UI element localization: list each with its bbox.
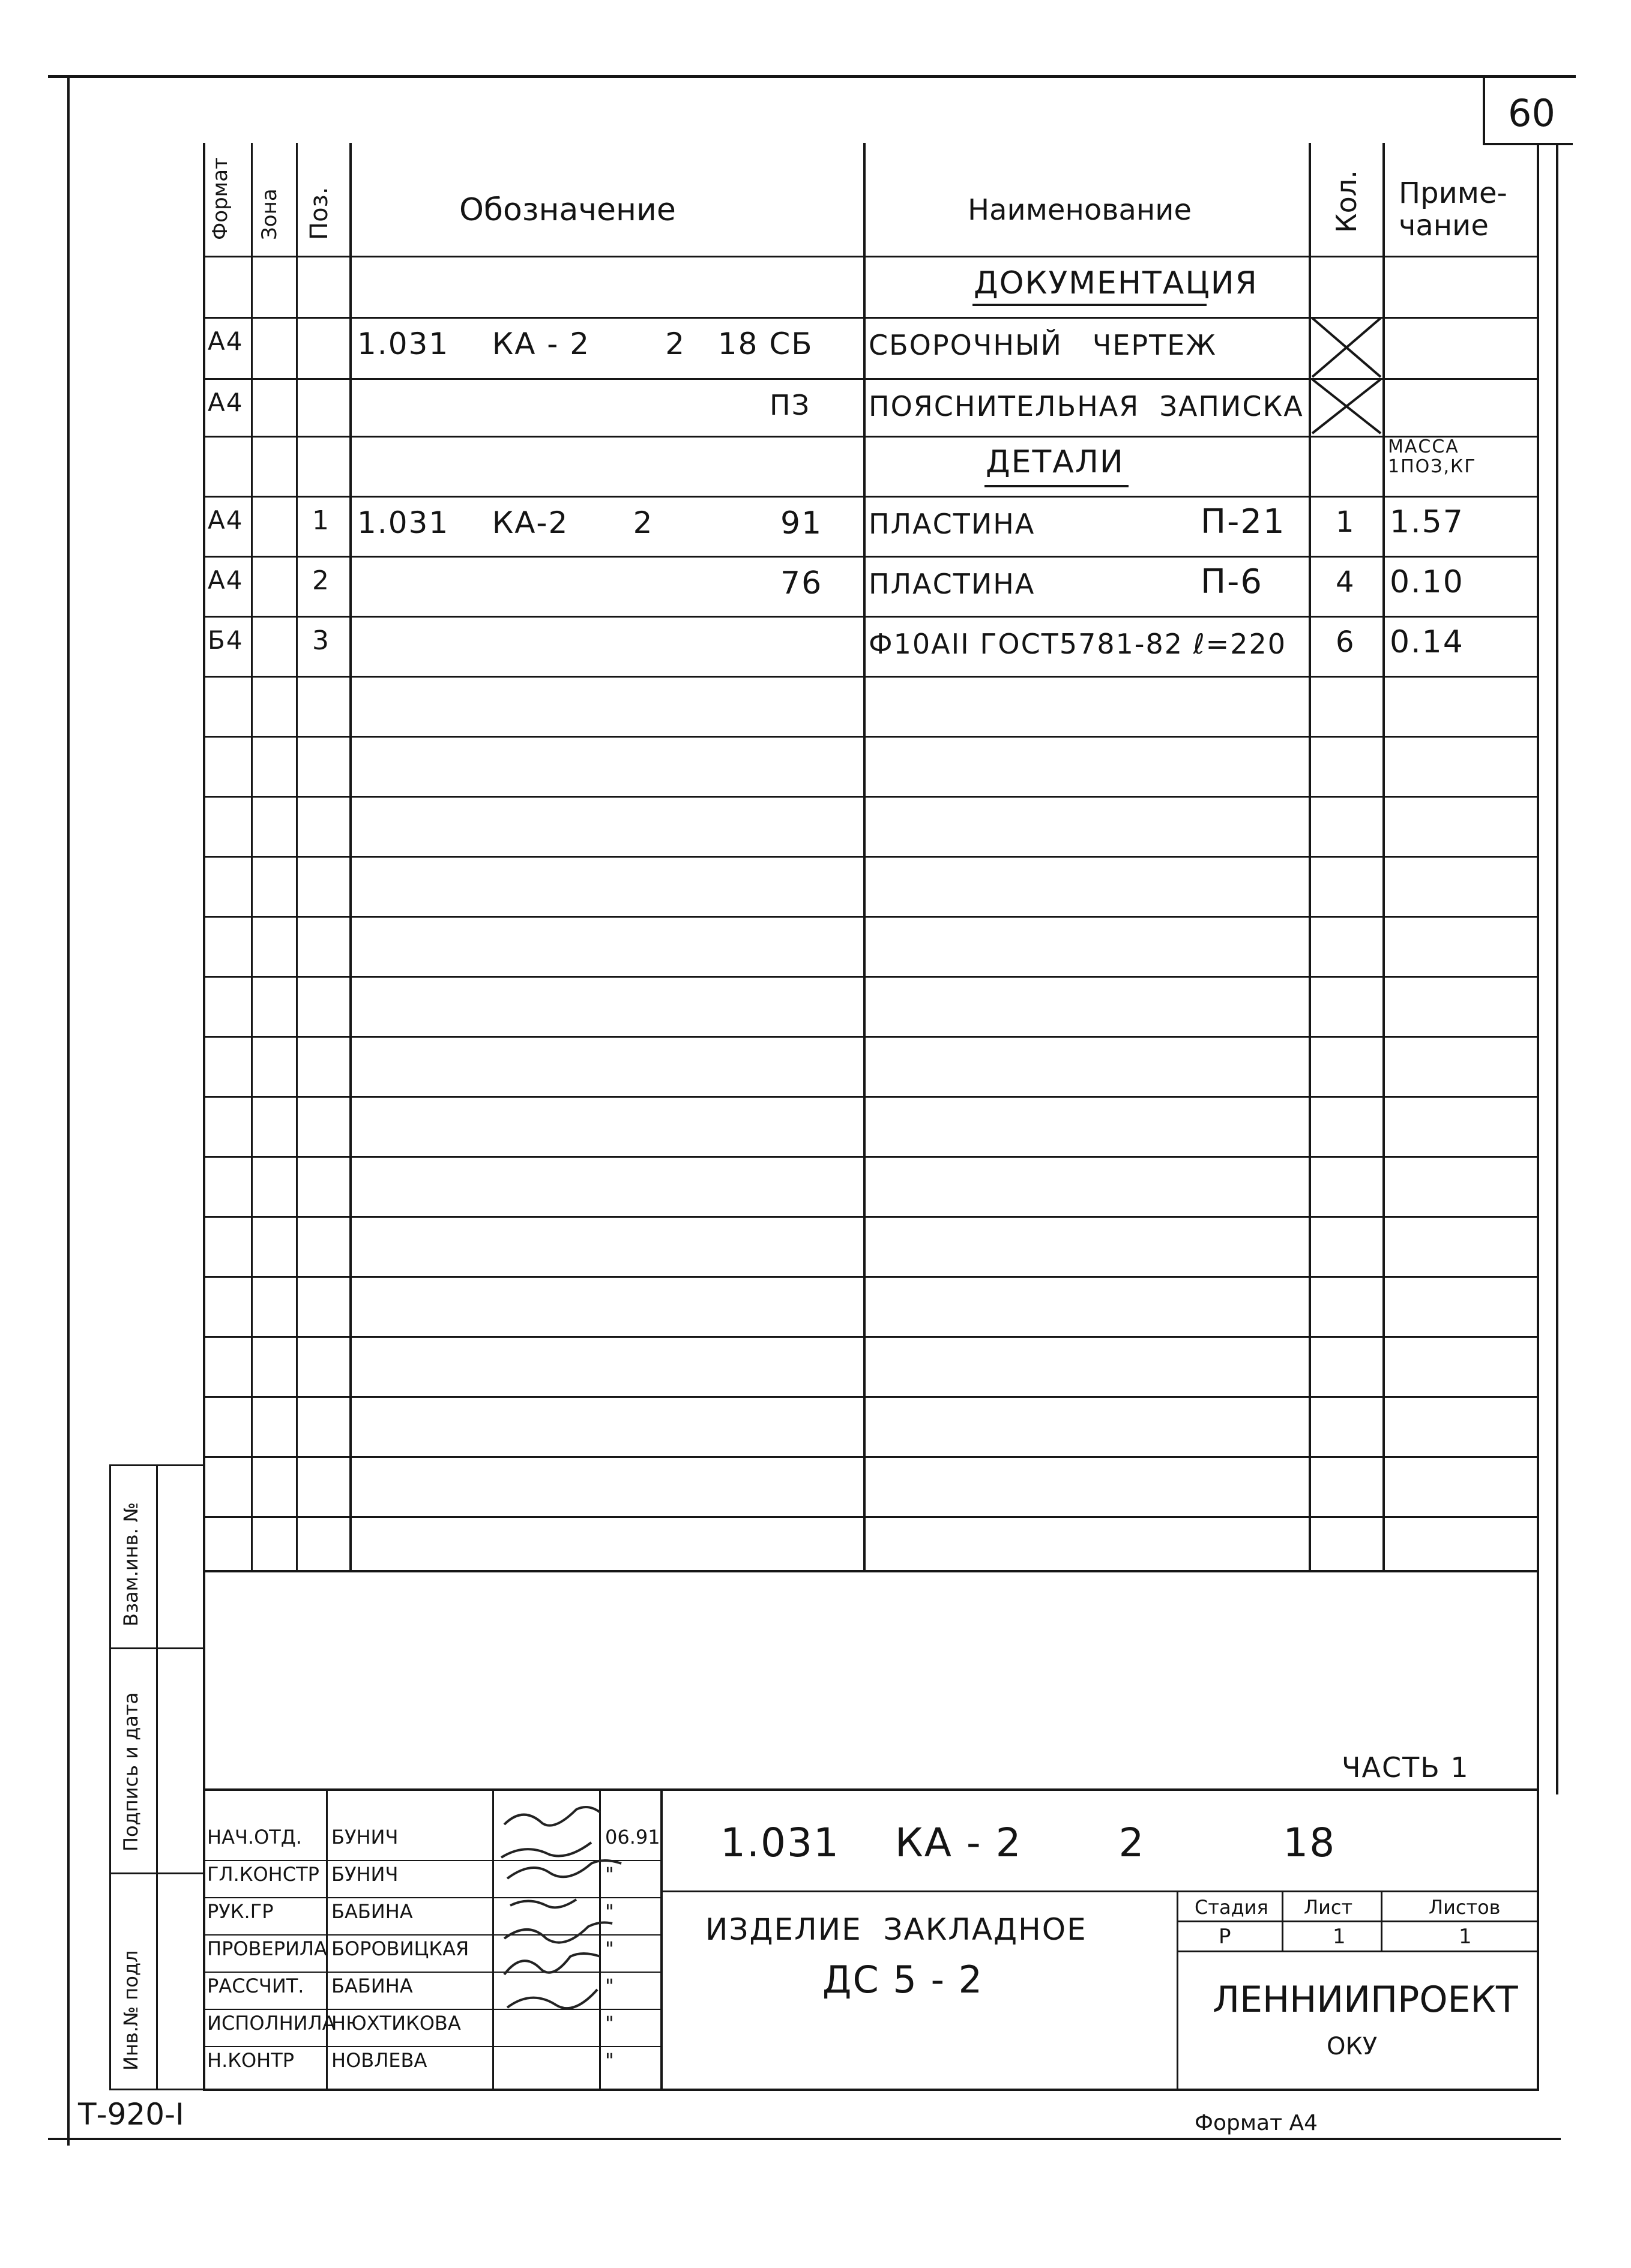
document-code: 1.031 КА - 2 2 18 <box>720 1820 1336 1866</box>
signer-date: " <box>605 2012 614 2035</box>
row-designation-sheet: 91 <box>780 505 823 541</box>
sheets-value: 1 <box>1459 1925 1472 1949</box>
row-note: МАССА 1ПОЗ,КГ <box>1388 436 1477 477</box>
row-qty: 1 <box>1336 505 1355 539</box>
row-name: СБОРОЧНЫЙ ЧЕРТЕЖ <box>869 329 1217 361</box>
signer-date: " <box>605 1937 614 1960</box>
row-format: А4 <box>208 326 244 356</box>
row-designation: 1.031 КА - 2 2 18 СБ <box>357 326 813 361</box>
row-pos: 1 <box>312 505 330 536</box>
row-format: А4 <box>208 505 244 535</box>
row-name: ПЛАСТИНА <box>869 568 1036 600</box>
row-name: ПЛАСТИНА <box>869 508 1036 540</box>
item-title: ИЗДЕЛИЕ ЗАКЛАДНОЕ <box>705 1912 1087 1947</box>
row-name: ПОЯСНИТЕЛЬНАЯ ЗАПИСКА <box>869 390 1304 423</box>
row-name-mark: П-21 <box>1201 502 1286 541</box>
side-label-inv: Инв.№ подл <box>119 1950 142 2071</box>
department: ОКУ <box>1327 2033 1378 2060</box>
row-name: Ф10АII ГОСТ5781-82 ℓ=220 <box>869 628 1286 660</box>
part-label: ЧАСТЬ 1 <box>1342 1751 1470 1784</box>
header-zone: Зона <box>258 188 282 240</box>
stage-label: Стадия <box>1195 1896 1268 1919</box>
signer-date: " <box>605 1900 614 1923</box>
organization: ЛЕННИИПРОЕКТ <box>1213 1979 1518 2021</box>
row-note: 1.57 <box>1390 504 1464 540</box>
signer-role: РУК.ГР <box>207 1900 274 1923</box>
header-note-1: Приме- <box>1399 176 1507 210</box>
header-designation: Обозначение <box>459 192 676 228</box>
header-note-2: чание <box>1399 209 1489 242</box>
item-mark: ДС 5 - 2 <box>822 1958 984 2002</box>
signer-role: НАЧ.ОТД. <box>207 1826 302 1848</box>
signer-date: " <box>605 1975 614 1997</box>
page-number: 60 <box>1508 91 1555 135</box>
signer-name: БАБИНА <box>331 1900 413 1923</box>
signer-role: РАССЧИТ. <box>207 1975 304 1997</box>
header-qty: Кол. <box>1330 170 1363 233</box>
signer-role: Н.КОНТР <box>207 2049 295 2072</box>
row-section-heading: ДОКУМЕНТАЦИЯ <box>974 265 1258 301</box>
stage-value: Р <box>1219 1925 1231 1949</box>
signer-date: " <box>605 1863 614 1886</box>
signer-name: БУНИЧ <box>331 1863 399 1886</box>
header-pos: Поз. <box>306 187 333 240</box>
row-designation-sheet: 76 <box>780 565 823 601</box>
signer-name: НОВЛЕВА <box>331 2049 427 2072</box>
header-format: Формат <box>208 157 232 240</box>
row-name-mark: П-6 <box>1201 562 1263 601</box>
row-designation: ПЗ <box>770 389 811 421</box>
signer-name: БОРОВИЦКАЯ <box>331 1937 469 1960</box>
footer-format: Формат А4 <box>1195 2111 1318 2135</box>
side-label-podpis: Подпись и дата <box>119 1692 142 1851</box>
signer-date: " <box>605 2049 614 2072</box>
signer-name: НЮХТИКОВА <box>331 2012 461 2035</box>
header-name: Наименование <box>968 193 1192 227</box>
signer-role: ИСПОЛНИЛА <box>207 2012 336 2035</box>
footer-code: Т-920-I <box>78 2097 184 2132</box>
signer-name: БАБИНА <box>331 1975 413 1997</box>
row-format: А4 <box>208 388 244 417</box>
sheet-label: Лист <box>1304 1896 1353 1919</box>
signer-name: БУНИЧ <box>331 1826 399 1848</box>
row-qty: 6 <box>1336 625 1355 659</box>
signer-role: ГЛ.КОНСТР <box>207 1863 319 1886</box>
row-format: А4 <box>208 565 244 595</box>
sheets-label: Листов <box>1429 1896 1501 1919</box>
sheet-value: 1 <box>1333 1925 1346 1949</box>
signer-date: 06.91 <box>605 1826 660 1848</box>
row-note: 0.10 <box>1390 564 1464 600</box>
row-note: 0.14 <box>1390 624 1464 660</box>
row-qty: 4 <box>1336 565 1355 599</box>
signer-role: ПРОВЕРИЛА <box>207 1937 327 1960</box>
row-format: Б4 <box>208 625 244 655</box>
row-section-heading: ДЕТАЛИ <box>986 444 1124 480</box>
side-label-vzam: Взам.инв. № <box>119 1502 142 1626</box>
row-designation: 1.031 КА-2 2 <box>357 505 654 540</box>
row-pos: 3 <box>312 625 330 656</box>
row-pos: 2 <box>312 565 330 596</box>
